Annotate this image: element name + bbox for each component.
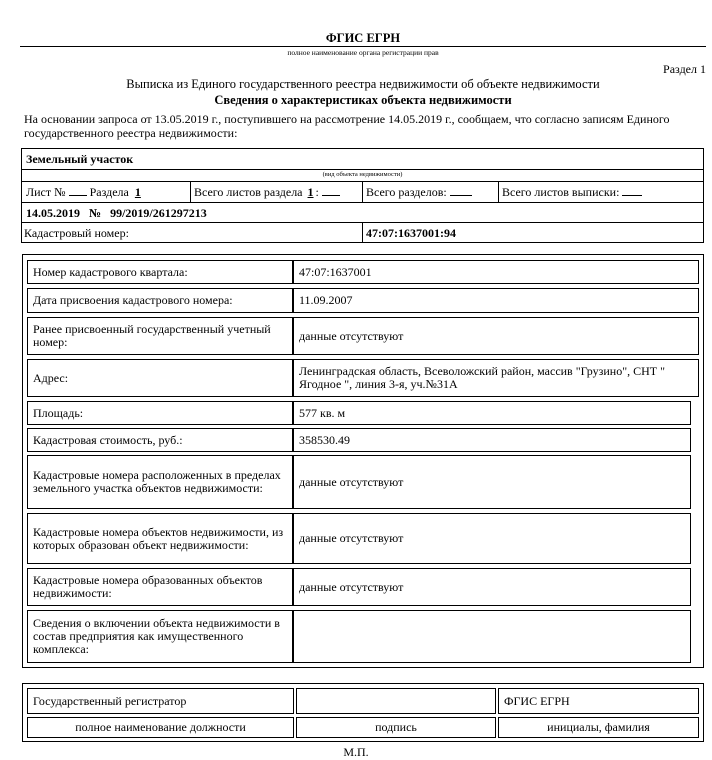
number-sign: № bbox=[89, 206, 102, 220]
property-label: Кадастровые номера расположенных в пределах земельного участка объектов недвижимости: bbox=[27, 455, 293, 509]
doc-subtitle: Сведения о характеристиках объекта недвижимости bbox=[214, 93, 512, 107]
registrar-name: ФГИС ЕГРН bbox=[498, 688, 699, 714]
request-number: 99/2019/261297213 bbox=[110, 206, 207, 220]
properties-table bbox=[22, 254, 704, 668]
cadastral-label: Кадастровый номер: bbox=[24, 226, 129, 240]
property-value bbox=[293, 610, 691, 663]
date-number-row bbox=[26, 206, 207, 221]
divider bbox=[22, 202, 703, 203]
property-label: Сведения о включении объекта недвижимости в состав предприятия как имущественного комплекса: bbox=[27, 610, 293, 663]
divider bbox=[190, 181, 191, 202]
total-sheets-value: 1 bbox=[307, 185, 314, 199]
total-sections-cell bbox=[366, 185, 472, 200]
property-label: Кадастровая стоимость, руб.: bbox=[27, 428, 293, 452]
property-value: 577 кв. м bbox=[293, 401, 691, 425]
doc-title: Выписка из Единого государственного реестра недвижимости об объекте недвижимости bbox=[126, 77, 600, 91]
property-label: Адрес: bbox=[27, 359, 293, 397]
stamp-label: М.П. bbox=[343, 745, 369, 759]
object-type-caption: (вид объекта недвижимости) bbox=[322, 171, 403, 178]
property-value: 11.09.2007 bbox=[293, 288, 699, 313]
property-label: Номер кадастрового квартала: bbox=[27, 260, 293, 284]
total-sheets-cell: Всего листов раздела 1 : bbox=[194, 185, 340, 200]
total-sections-label: Всего разделов: bbox=[366, 185, 447, 199]
property-label: Ранее присвоенный государственный учетный номер: bbox=[27, 317, 293, 355]
object-type: Земельный участок bbox=[26, 152, 134, 166]
total-sheets-label: Всего листов раздела bbox=[194, 185, 303, 199]
extract-date: 14.05.2019 bbox=[26, 206, 80, 220]
caption-name: инициалы, фамилия bbox=[498, 717, 699, 738]
cadastral-number: 47:07:1637001:94 bbox=[366, 226, 456, 240]
property-value: 358530.49 bbox=[293, 428, 691, 452]
property-value: данные отсутствуют bbox=[293, 568, 691, 606]
property-value: Ленинградская область, Всеволожский район, массив "Грузино", СНТ " Ягодное ", линия 3-я, уч.№31А bbox=[293, 359, 699, 397]
section-word: Раздела bbox=[89, 185, 129, 199]
sheet-label: Лист № bbox=[26, 185, 66, 199]
divider bbox=[362, 181, 363, 202]
signature-field bbox=[296, 688, 496, 714]
signature-table bbox=[22, 683, 704, 742]
object-header-table bbox=[21, 148, 704, 243]
caption-position: полное наименование должности bbox=[27, 717, 294, 738]
divider bbox=[498, 181, 499, 202]
property-value: данные отсутствуют bbox=[293, 317, 699, 355]
divider bbox=[22, 169, 703, 170]
org-divider bbox=[20, 46, 706, 47]
total-extract-sheets-cell bbox=[502, 185, 642, 200]
registrar-position: Государственный регистратор bbox=[27, 688, 294, 714]
sheet-row bbox=[26, 185, 144, 200]
divider bbox=[362, 222, 363, 242]
property-value: данные отсутствуют bbox=[293, 455, 691, 509]
org-name: ФГИС ЕГРН bbox=[325, 31, 401, 45]
section-number: 1 bbox=[134, 185, 141, 199]
org-caption: полное наименование органа регистрации прав bbox=[287, 48, 439, 57]
total-extract-sheets-label: Всего листов выписки: bbox=[502, 185, 620, 199]
caption-signature: подпись bbox=[296, 717, 496, 738]
property-value: 47:07:1637001 bbox=[293, 260, 699, 284]
property-label: Дата присвоения кадастрового номера: bbox=[27, 288, 293, 313]
basis-text: На основании запроса от 13.05.2019 г., поступившего на рассмотрение 14.05.2019 г., сообщаем, что согласно записям Единого государственного реестра недвижимости: bbox=[24, 112, 670, 140]
property-label: Площадь: bbox=[27, 401, 293, 425]
property-label: Кадастровые номера объектов недвижимости, из которых образован объект недвижимости: bbox=[27, 513, 293, 564]
section-label: Раздел 1 bbox=[663, 62, 706, 76]
property-label: Кадастровые номера образованных объектов недвижимости: bbox=[27, 568, 293, 606]
property-value: данные отсутствуют bbox=[293, 513, 691, 564]
